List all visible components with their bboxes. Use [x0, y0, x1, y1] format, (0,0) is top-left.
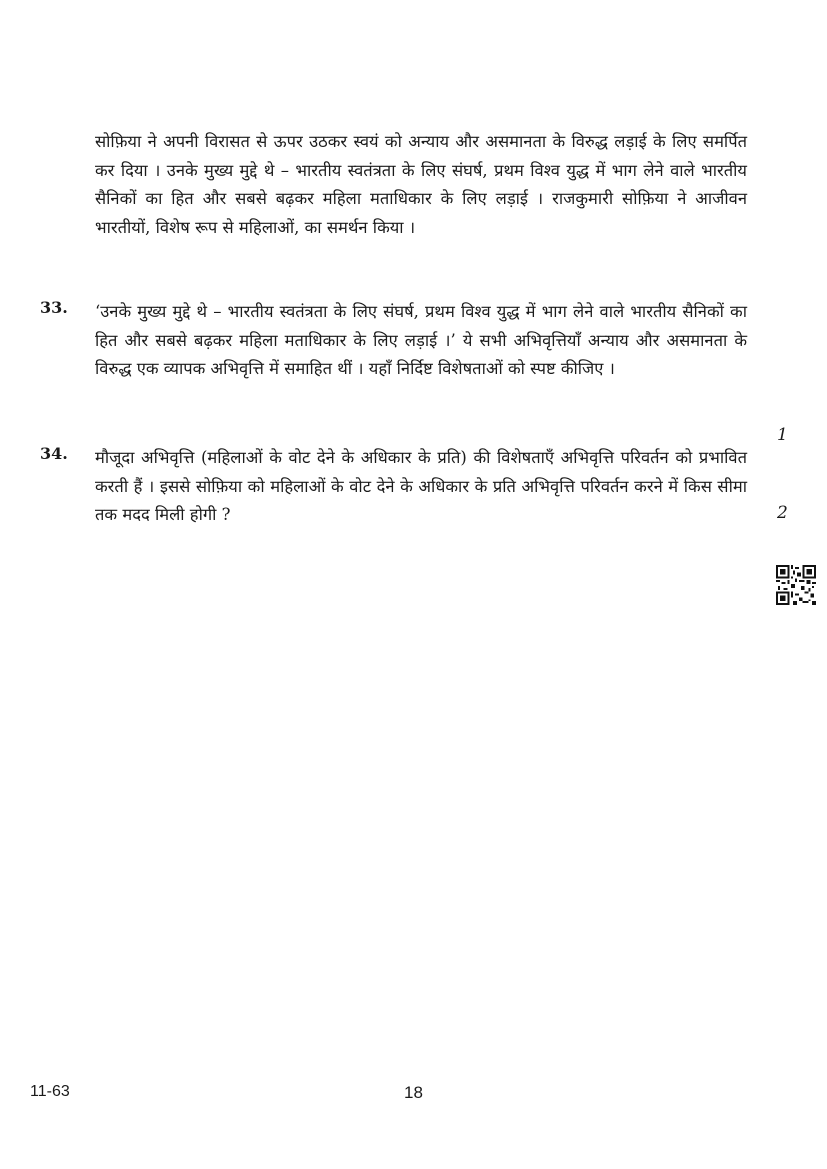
- question-number: 33.: [40, 298, 68, 317]
- question-text: मौजूदा अभिवृत्ति (महिलाओं के वोट देने के अधिकार के प्रति) की विशेषताएँ अभिवृत्ति परिवर्तन को प्रभावित करती हैं । इससे सोफ़िया को महिलाओं के वोट देने के अधिकार के प्रति अभिवृत्ति परिवर्तन करने में किस सीमा तक मदद मिली होगी ?: [95, 448, 747, 524]
- qr-code-icon: [776, 565, 816, 605]
- page-number: 18: [404, 1083, 423, 1102]
- question-text: ‘उनके मुख्य मुद्दे थे – भारतीय स्वतंत्रता के लिए संघर्ष, प्रथम विश्व युद्ध में भाग लेने वाले भारतीय सैनिकों का हित और सबसे बढ़कर महिला मताधिकार के लिए लड़ाई ।’ ये सभी अभिवृत्तियाँ अन्याय और असमानता के विरुद्ध एक व्यापक अभिवृत्ति में समाहित थीं । यहाँ निर्दिष्ट विशेषताओं को स्पष्ट कीजिए ।: [95, 302, 747, 378]
- marks-label: 1: [777, 425, 788, 445]
- paper-code: 11-63: [30, 1083, 70, 1100]
- passage-text: सोफ़िया ने अपनी विरासत से ऊपर उठकर स्वयं को अन्याय और असमानता के विरुद्ध लड़ाई के लिए समर्पित कर दिया । उनके मुख्य मुद्दे थे – भारतीय स्वतंत्रता के लिए संघर्ष, प्रथम विश्व युद्ध में भाग लेने वाले भारतीय सैनिकों का हित और सबसे बढ़कर महिला मताधिकार के लिए लड़ाई । राजकुमारी सोफ़िया ने आजीवन भारतीयों, विशेष रूप से महिलाओं, का समर्थन किया ।: [95, 132, 747, 237]
- question-number: 34.: [40, 444, 68, 463]
- marks-label: 2: [777, 503, 788, 523]
